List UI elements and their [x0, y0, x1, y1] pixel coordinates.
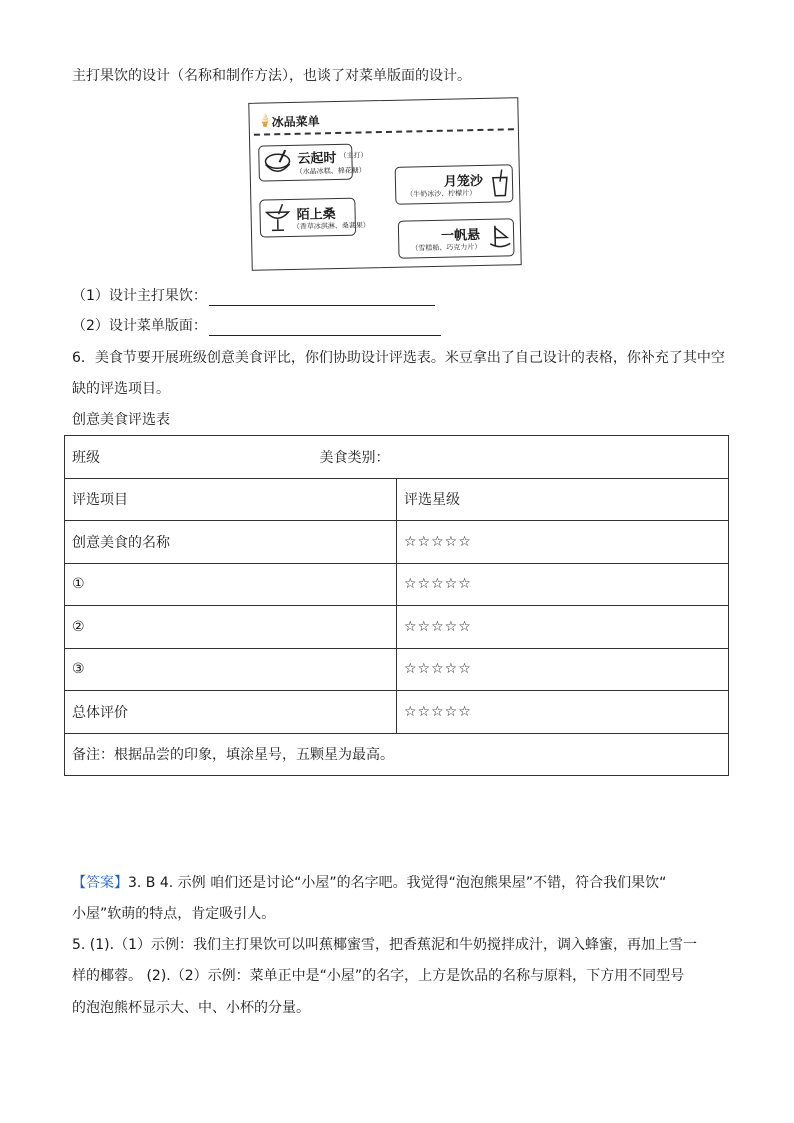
table-title: 创意美食评选表 [72, 412, 170, 428]
menu-item-ingredients: （香草冰淇淋、桑葚果） [292, 221, 370, 231]
question-1 [72, 286, 435, 306]
answer-line-2: 小屋”软萌的特点，肯定吸引人。 [72, 906, 276, 922]
row-stars[interactable]: ☆☆☆☆☆ [397, 563, 729, 606]
sundae-glass-icon [262, 202, 293, 235]
class-label: 班级 [72, 449, 100, 466]
row-stars[interactable]: ☆☆☆☆☆ [397, 691, 729, 734]
menu-item-ingredients: （牛奶冰沙、柠檬片） [406, 189, 477, 199]
row-stars[interactable]: ☆☆☆☆☆ [397, 606, 729, 649]
menu-item-name: 一帆悬 [440, 228, 481, 244]
question-1-label: （1）设计主打果饮： [72, 288, 207, 304]
row-item[interactable]: ③ [65, 648, 397, 691]
menu-card-yuelongsha [395, 164, 514, 204]
row-stars[interactable]: ☆☆☆☆☆ [397, 648, 729, 691]
bowl-icon [261, 148, 296, 179]
header-rating: 评选星级 [397, 478, 729, 521]
table-row [65, 563, 729, 606]
row-item: 总体评价 [65, 691, 397, 734]
question-2-label: （2）设计菜单版面： [72, 318, 207, 334]
answer-blank-2[interactable] [209, 320, 441, 336]
table-header-row [65, 478, 729, 521]
table-row [65, 521, 729, 564]
question-6-line-1: 6．美食节要开展班级创意美食评比，你们协助设计评选表。米豆拿出了自己设计的表格，你补充了其中空 [72, 350, 725, 366]
ice-cream-cone-icon: 🍦 [257, 113, 273, 128]
table-row-class [65, 436, 729, 479]
answer-line-3: 5. (1).（1）示例：我们主打果饮可以叫蕉椰蜜雪，把香蕉泥和牛奶搅拌成汁，调入蜂蜜，再加上雪一 [72, 937, 697, 953]
table-note: 备注：根据品尝的印象，填涂星号，五颗星为最高。 [65, 733, 729, 776]
sailboat-icon [489, 223, 512, 251]
answer-tag: 【答案】 [72, 875, 128, 891]
evaluation-table [64, 435, 729, 776]
cup-icon [490, 167, 511, 197]
table-note-row [65, 733, 729, 776]
header-item: 评选项目 [65, 478, 397, 521]
menu-item-ingredients: （雪糕船、巧克力片） [411, 242, 482, 253]
answer-line-1 [72, 873, 666, 893]
menu-card-moshangsang [259, 198, 370, 238]
row-item[interactable]: ② [65, 606, 397, 649]
menu-title: 冰品菜单 [271, 114, 320, 130]
row-stars[interactable]: ☆☆☆☆☆ [397, 521, 729, 564]
answer-blank-1[interactable] [209, 290, 435, 306]
menu-item-name: 云起时 [297, 151, 337, 167]
table-row [65, 691, 729, 734]
table-row [65, 606, 729, 649]
row-item: 创意美食的名称 [65, 521, 397, 564]
question-2 [72, 316, 441, 336]
menu-card-yifanxuan [398, 218, 515, 258]
menu-item-ingredients: （水晶冰糕、棉花糖） [295, 166, 366, 176]
intro-line: 主打果饮的设计（名称和制作方法），也谈了对菜单版面的设计。 [72, 68, 471, 84]
category-label: 美食类别： [319, 449, 390, 466]
menu-item-name: 陌上桑 [296, 207, 336, 223]
table-row [65, 648, 729, 691]
answer-line-4: 样的椰蓉。 (2).（2）示例：菜单正中是“小屋”的名字，上方是饮品的名称与原料，下方用不同型号 [72, 968, 685, 984]
menu-item-tag: （主打） [339, 151, 368, 160]
answer-line-5: 的泡泡熊杯显示大、中、小杯的分量。 [72, 1000, 310, 1016]
question-6-line-2: 缺的评选项目。 [72, 381, 170, 397]
menu-illustration [248, 97, 521, 271]
class-category-cell [65, 436, 729, 479]
row-item[interactable]: ① [65, 563, 397, 606]
menu-card-yunqishi [258, 144, 368, 182]
answer-text-1: 3. B 4. 示例 咱们还是讨论“小屋”的名字吧。我觉得“泡泡熊果屋”不错，符合我们果饮“ [128, 875, 667, 891]
menu-item-name: 月笼沙 [443, 173, 484, 190]
